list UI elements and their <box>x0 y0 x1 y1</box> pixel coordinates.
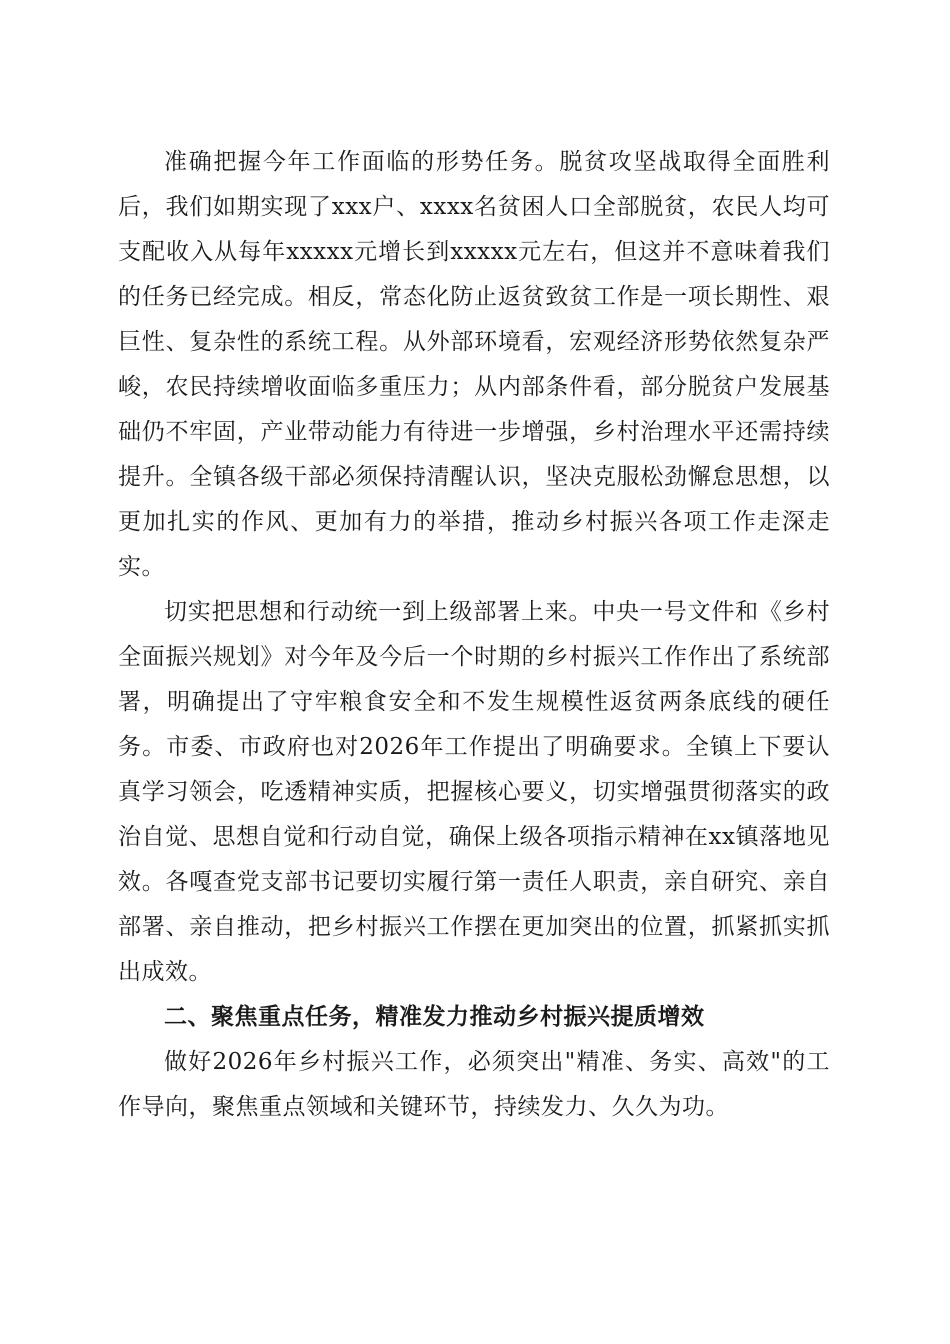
paragraph-work-orientation: 做好2026年乡村振兴工作，必须突出"精准、务实、高效"的工作导向，聚焦重点领域和关键环节，持续发力、久久为功。 <box>118 1049 830 1120</box>
paragraph-unify-thinking: 切实把思想和行动统一到上级部署上来。中央一号文件和《乡村全面振兴规划》对今年及今后一个时期的乡村振兴工作作出了系统部署，明确提出了守牢粮食安全和不发生规模性返贫两条底线的硬任务。市委、市政府也对2026年工作提出了明确要求。全镇上下要认真学习领会，吃透精神实质，把握核心要义，切实增强贯彻落实的政治自觉、思想自觉和行动自觉，确保上级各项指示精神在xx镇落地见效。各嘎查党支部书记要切实履行第一责任人职责，亲自研究、亲自部署、亲自推动，把乡村振兴工作摆在更加突出的位置，抓紧抓实抓出成效。 <box>118 599 830 985</box>
document-body <box>118 140 830 1130</box>
section-heading: 二、聚焦重点任务，精准发力推动乡村振兴提质增效 <box>164 1004 705 1030</box>
paragraph-situation-tasks: 准确把握今年工作面临的形势任务。脱贫攻坚战取得全面胜利后，我们如期实现了xxx户、xxxx名贫困人口全部脱贫，农民人均可支配收入从每年xxxxx元增长到xxxxx元左右，但这并不意味着我们的任务已经完成。相反，常态化防止返贫致贫工作是一项长期性、艰巨性、复杂性的系统工程。从外部环境看，宏观经济形势依然复杂严峻，农民持续增收面临多重压力；从内部条件看，部分脱贫户发展基础仍不牢固，产业带动能力有待进一步增强，乡村治理水平还需持续提升。全镇各级干部必须保持清醒认识，坚决克服松劲懈怠思想，以更加扎实的作风、更加有力的举措，推动乡村振兴各项工作走深走实。 <box>118 149 830 580</box>
